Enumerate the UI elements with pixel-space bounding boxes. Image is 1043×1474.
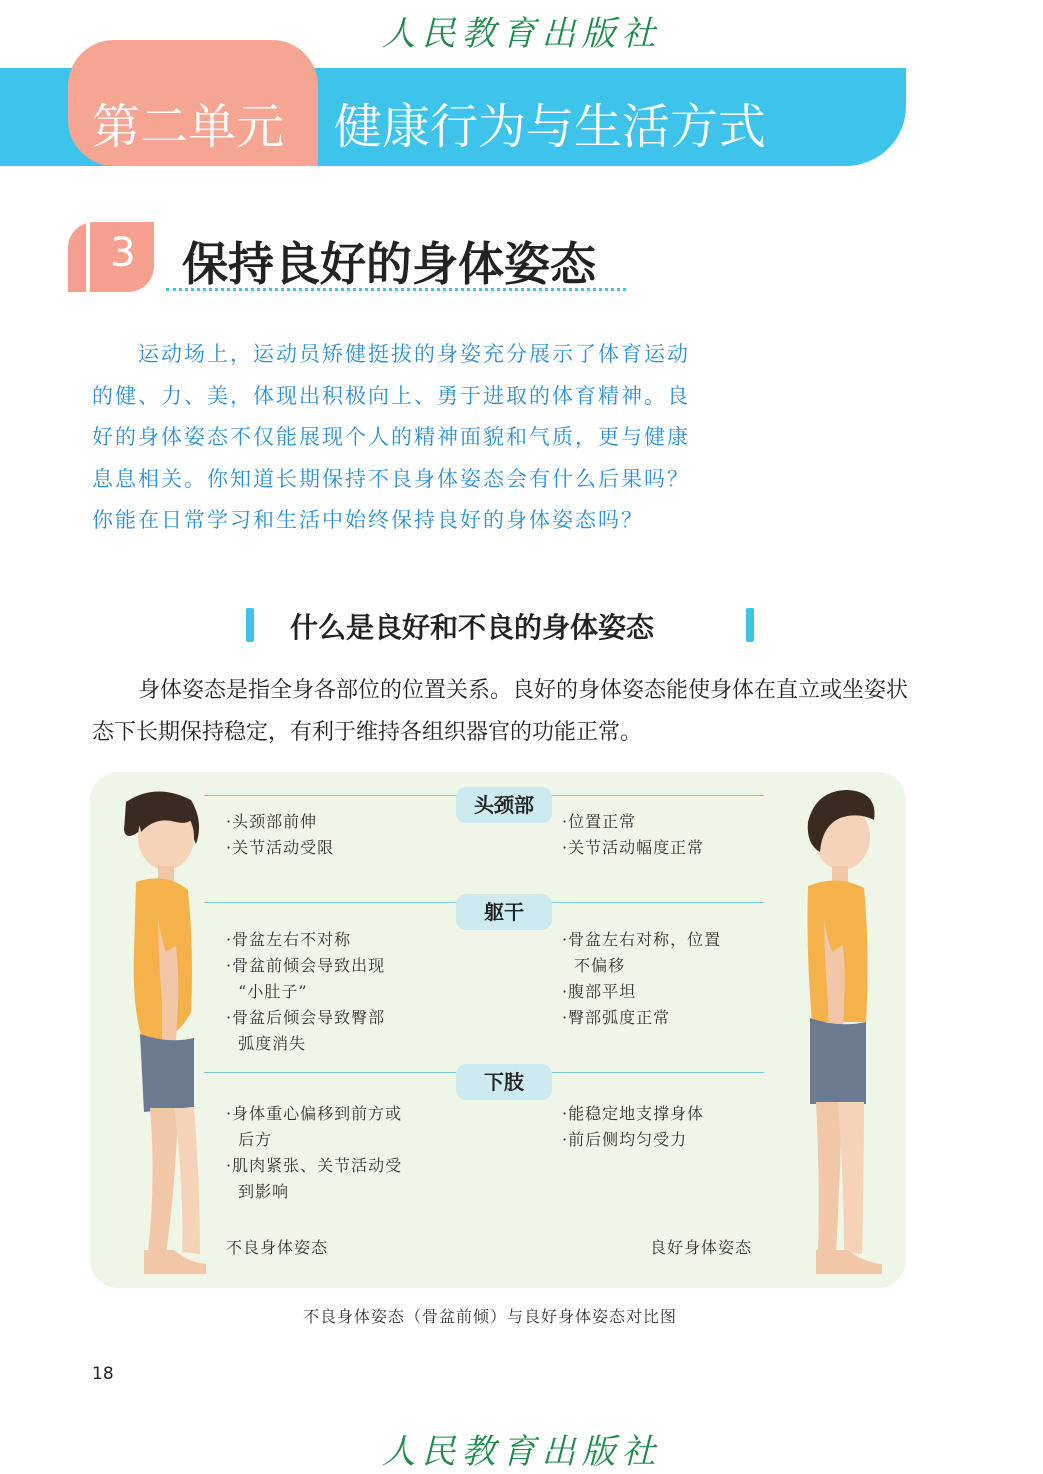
bad-lower-limbs-3: ·肌肉紧张、关节活动受 — [226, 1156, 403, 1175]
good-head-neck-1: ·位置正常 — [562, 812, 637, 831]
bad-trunk-1: ·骨盆左右不对称 — [226, 930, 352, 949]
bad-lower-limbs-2: 后方 — [226, 1130, 273, 1149]
lesson-number: 3 — [110, 230, 136, 276]
good-lower-limbs-1: ·能稳定地支撑身体 — [562, 1104, 705, 1123]
good-trunk-4: ·臀部弧度正常 — [562, 1008, 671, 1027]
body-paragraph: 身体姿态是指全身各部位的位置关系。良好的身体姿态能使身体在直立或坐姿状态下长期保持稳定，有利于维持各组织器官的功能正常。 — [92, 678, 909, 745]
category-pill-trunk: 躯干 — [456, 894, 552, 930]
category-pill-lower-limbs: 下肢 — [456, 1064, 552, 1100]
unit-title: 健康行为与生活方式 — [334, 99, 767, 155]
bad-head-neck-1: ·头颈部前伸 — [226, 812, 318, 831]
good-lower-limbs-2: ·前后侧均匀受力 — [562, 1130, 688, 1149]
bad-trunk-3: “小肚子” — [226, 982, 308, 1001]
bad-posture-label: 不良身体姿态 — [226, 1238, 329, 1257]
lesson-title: 保持良好的身体姿态 — [182, 237, 596, 291]
bad-trunk-2: ·骨盆前倾会导致出现 — [226, 956, 386, 975]
heading-bar-right — [746, 608, 754, 642]
category-pill-head-neck: 头颈部 — [456, 787, 552, 823]
lesson-number-badge — [68, 222, 154, 292]
bad-lower-limbs-1: ·身体重心偏移到前方或 — [226, 1104, 403, 1123]
lesson-title-underline — [166, 288, 626, 291]
bad-trunk-5: 弧度消失 — [226, 1034, 307, 1053]
good-posture-label: 良好身体姿态 — [650, 1238, 753, 1257]
section-heading — [246, 606, 754, 646]
publisher-logo-top: 人民教育出版社 — [381, 14, 662, 54]
section-heading-text: 什么是良好和不良的身体姿态 — [290, 611, 655, 644]
figure-caption: 不良身体姿态（骨盆前倾）与良好身体姿态对比图 — [302, 1307, 677, 1326]
good-trunk-3: ·腹部平坦 — [562, 982, 637, 1001]
good-trunk-1: ·骨盆左右对称，位置 — [562, 930, 722, 949]
heading-bar-left — [246, 608, 254, 642]
bad-trunk-4: ·骨盆后倾会导致臀部 — [226, 1008, 386, 1027]
bad-lower-limbs-4: 到影响 — [226, 1182, 290, 1201]
bad-posture-illustration — [96, 782, 216, 1282]
good-head-neck-2: ·关节活动幅度正常 — [562, 838, 705, 857]
good-trunk-2: 不偏移 — [562, 956, 626, 975]
good-posture-illustration — [786, 782, 906, 1282]
publisher-logo-bottom: 人民教育出版社 — [381, 1432, 662, 1472]
unit-label: 第二单元 — [92, 99, 285, 155]
bad-head-neck-2: ·关节活动受限 — [226, 838, 335, 857]
page-number: 18 — [92, 1364, 114, 1384]
intro-paragraph: 运动场上，运动员矫健挺拔的身姿充分展示了体育运动的健、力、美，体现出积极向上、勇于进取的体育精神。良好的身体姿态不仅能展现个人的精神面貌和气质，更与健康息息相关。你知道长期保持不良身体姿态会有什么后果吗？你能在日常学习和生活中始终保持良好的身体姿态吗？ — [92, 342, 690, 532]
